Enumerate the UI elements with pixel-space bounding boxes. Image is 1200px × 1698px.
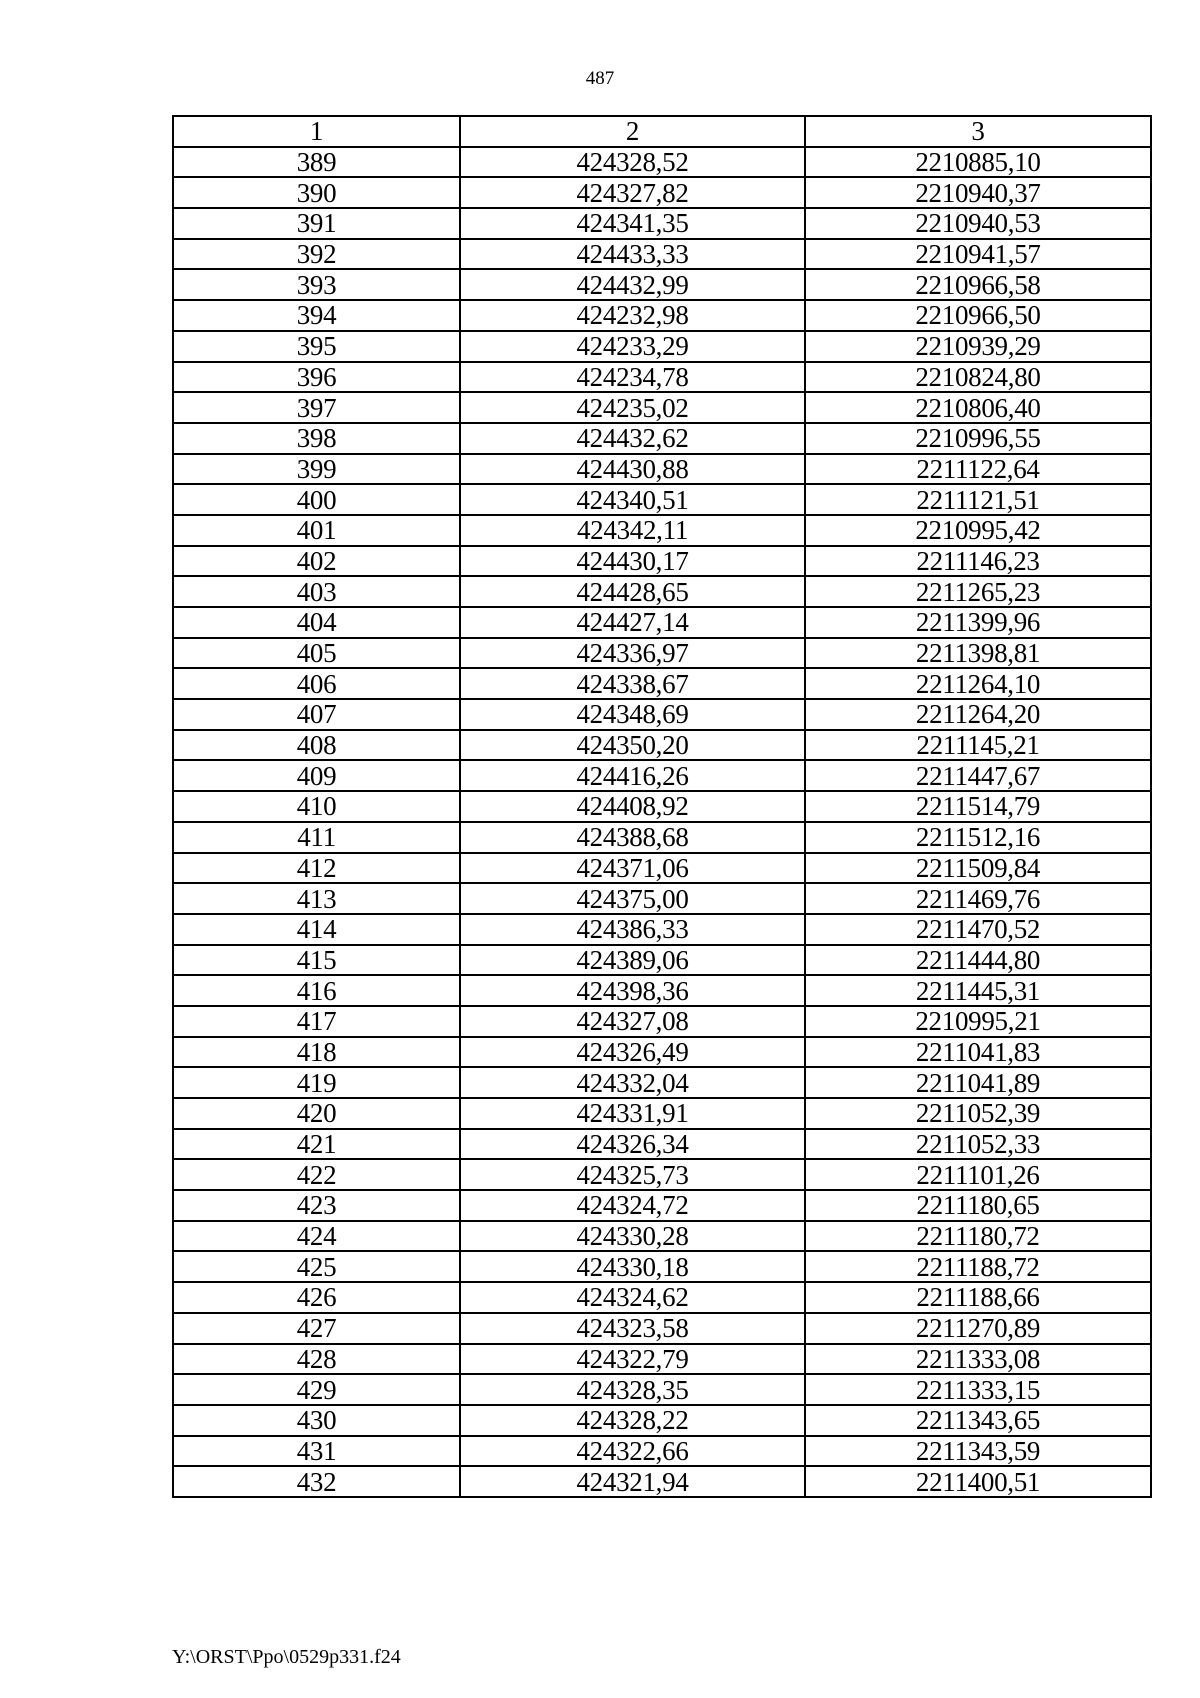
point-number-cell: 391 <box>173 208 460 239</box>
point-number-cell: 411 <box>173 822 460 853</box>
y-coordinate-cell: 2211445,31 <box>805 975 1151 1006</box>
y-coordinate-cell: 2211343,65 <box>805 1405 1151 1436</box>
y-coordinate-cell: 2211399,96 <box>805 607 1151 638</box>
x-coordinate-cell: 424328,52 <box>460 147 805 178</box>
point-number-cell: 413 <box>173 883 460 914</box>
table-row <box>173 1006 1151 1037</box>
y-coordinate-cell: 2211041,89 <box>805 1067 1151 1098</box>
point-number-cell: 404 <box>173 607 460 638</box>
y-coordinate-cell: 2211264,20 <box>805 699 1151 730</box>
x-coordinate-cell: 424327,08 <box>460 1006 805 1037</box>
y-coordinate-cell: 2211333,08 <box>805 1344 1151 1375</box>
table-row <box>173 1374 1151 1405</box>
point-number-cell: 402 <box>173 546 460 577</box>
table-row <box>173 1221 1151 1252</box>
x-coordinate-cell: 424326,34 <box>460 1129 805 1160</box>
table-row <box>173 576 1151 607</box>
table-row <box>173 1067 1151 1098</box>
y-coordinate-cell: 2211469,76 <box>805 883 1151 914</box>
y-coordinate-cell: 2211041,83 <box>805 1037 1151 1068</box>
x-coordinate-cell: 424330,28 <box>460 1221 805 1252</box>
point-number-cell: 415 <box>173 945 460 976</box>
y-coordinate-cell: 2211121,51 <box>805 484 1151 515</box>
table-row <box>173 822 1151 853</box>
x-coordinate-cell: 424388,68 <box>460 822 805 853</box>
table-row <box>173 239 1151 270</box>
x-coordinate-cell: 424331,91 <box>460 1098 805 1129</box>
y-coordinate-cell: 2210941,57 <box>805 239 1151 270</box>
table-row <box>173 638 1151 669</box>
x-coordinate-cell: 424408,92 <box>460 791 805 822</box>
y-coordinate-cell: 2211447,67 <box>805 760 1151 791</box>
x-coordinate-cell: 424341,35 <box>460 208 805 239</box>
point-number-cell: 394 <box>173 300 460 331</box>
point-number-cell: 427 <box>173 1313 460 1344</box>
table-row <box>173 362 1151 393</box>
point-number-cell: 432 <box>173 1466 460 1497</box>
y-coordinate-cell: 2211509,84 <box>805 853 1151 884</box>
point-number-cell: 421 <box>173 1129 460 1160</box>
point-number-cell: 431 <box>173 1436 460 1467</box>
y-coordinate-cell: 2211101,26 <box>805 1159 1151 1190</box>
point-number-cell: 401 <box>173 515 460 546</box>
x-coordinate-cell: 424427,14 <box>460 607 805 638</box>
table-row <box>173 668 1151 699</box>
x-coordinate-cell: 424328,35 <box>460 1374 805 1405</box>
point-number-cell: 409 <box>173 760 460 791</box>
x-coordinate-cell: 424416,26 <box>460 760 805 791</box>
table-row <box>173 853 1151 884</box>
y-coordinate-cell: 2210995,21 <box>805 1006 1151 1037</box>
x-coordinate-cell: 424432,62 <box>460 423 805 454</box>
x-coordinate-cell: 424340,51 <box>460 484 805 515</box>
table-row <box>173 423 1151 454</box>
table-row <box>173 269 1151 300</box>
column-header-3: 3 <box>805 116 1151 147</box>
point-number-cell: 400 <box>173 484 460 515</box>
coordinates-table <box>172 115 1152 1498</box>
table-row <box>173 791 1151 822</box>
point-number-cell: 395 <box>173 331 460 362</box>
y-coordinate-cell: 2211343,59 <box>805 1436 1151 1467</box>
point-number-cell: 429 <box>173 1374 460 1405</box>
x-coordinate-cell: 424233,29 <box>460 331 805 362</box>
point-number-cell: 407 <box>173 699 460 730</box>
point-number-cell: 398 <box>173 423 460 454</box>
point-number-cell: 425 <box>173 1251 460 1282</box>
point-number-cell: 430 <box>173 1405 460 1436</box>
y-coordinate-cell: 2210940,37 <box>805 177 1151 208</box>
y-coordinate-cell: 2210824,80 <box>805 362 1151 393</box>
point-number-cell: 424 <box>173 1221 460 1252</box>
x-coordinate-cell: 424350,20 <box>460 730 805 761</box>
x-coordinate-cell: 424330,18 <box>460 1251 805 1282</box>
y-coordinate-cell: 2211512,16 <box>805 822 1151 853</box>
table-row <box>173 392 1151 423</box>
x-coordinate-cell: 424326,49 <box>460 1037 805 1068</box>
table-row <box>173 454 1151 485</box>
x-coordinate-cell: 424322,66 <box>460 1436 805 1467</box>
x-coordinate-cell: 424234,78 <box>460 362 805 393</box>
table-row <box>173 300 1151 331</box>
point-number-cell: 412 <box>173 853 460 884</box>
x-coordinate-cell: 424324,72 <box>460 1190 805 1221</box>
y-coordinate-cell: 2210939,29 <box>805 331 1151 362</box>
page-number: 487 <box>585 68 615 89</box>
x-coordinate-cell: 424321,94 <box>460 1466 805 1497</box>
table-row <box>173 1098 1151 1129</box>
table-row <box>173 515 1151 546</box>
point-number-cell: 408 <box>173 730 460 761</box>
y-coordinate-cell: 2211145,21 <box>805 730 1151 761</box>
x-coordinate-cell: 424332,04 <box>460 1067 805 1098</box>
y-coordinate-cell: 2211264,10 <box>805 668 1151 699</box>
table-row <box>173 699 1151 730</box>
x-coordinate-cell: 424336,97 <box>460 638 805 669</box>
point-number-cell: 392 <box>173 239 460 270</box>
y-coordinate-cell: 2210966,58 <box>805 269 1151 300</box>
x-coordinate-cell: 424342,11 <box>460 515 805 546</box>
file-path-footer: Y:\ORST\Ppo\0529p331.f24 <box>172 1646 401 1668</box>
point-number-cell: 399 <box>173 454 460 485</box>
x-coordinate-cell: 424398,36 <box>460 975 805 1006</box>
y-coordinate-cell: 2210996,55 <box>805 423 1151 454</box>
point-number-cell: 417 <box>173 1006 460 1037</box>
table-row <box>173 331 1151 362</box>
x-coordinate-cell: 424327,82 <box>460 177 805 208</box>
table-row <box>173 945 1151 976</box>
y-coordinate-cell: 2211180,72 <box>805 1221 1151 1252</box>
y-coordinate-cell: 2210966,50 <box>805 300 1151 331</box>
y-coordinate-cell: 2211514,79 <box>805 791 1151 822</box>
table-row <box>173 1037 1151 1068</box>
y-coordinate-cell: 2210995,42 <box>805 515 1151 546</box>
x-coordinate-cell: 424389,06 <box>460 945 805 976</box>
point-number-cell: 397 <box>173 392 460 423</box>
x-coordinate-cell: 424386,33 <box>460 914 805 945</box>
point-number-cell: 423 <box>173 1190 460 1221</box>
table-row <box>173 147 1151 178</box>
table-row <box>173 1129 1151 1160</box>
point-number-cell: 393 <box>173 269 460 300</box>
x-coordinate-cell: 424432,99 <box>460 269 805 300</box>
x-coordinate-cell: 424371,06 <box>460 853 805 884</box>
point-number-cell: 416 <box>173 975 460 1006</box>
table-row <box>173 177 1151 208</box>
point-number-cell: 422 <box>173 1159 460 1190</box>
table-row <box>173 546 1151 577</box>
y-coordinate-cell: 2211052,33 <box>805 1129 1151 1160</box>
point-number-cell: 426 <box>173 1282 460 1313</box>
y-coordinate-cell: 2211270,89 <box>805 1313 1151 1344</box>
x-coordinate-cell: 424430,88 <box>460 454 805 485</box>
table-header <box>173 116 1151 147</box>
y-coordinate-cell: 2211122,64 <box>805 454 1151 485</box>
table-body <box>173 147 1151 1497</box>
point-number-cell: 419 <box>173 1067 460 1098</box>
x-coordinate-cell: 424322,79 <box>460 1344 805 1375</box>
x-coordinate-cell: 424235,02 <box>460 392 805 423</box>
y-coordinate-cell: 2211470,52 <box>805 914 1151 945</box>
x-coordinate-cell: 424348,69 <box>460 699 805 730</box>
table-row <box>173 484 1151 515</box>
table-row <box>173 760 1151 791</box>
x-coordinate-cell: 424325,73 <box>460 1159 805 1190</box>
x-coordinate-cell: 424338,67 <box>460 668 805 699</box>
point-number-cell: 390 <box>173 177 460 208</box>
table-row <box>173 975 1151 1006</box>
table-row <box>173 1190 1151 1221</box>
table-row <box>173 208 1151 239</box>
point-number-cell: 428 <box>173 1344 460 1375</box>
point-number-cell: 410 <box>173 791 460 822</box>
point-number-cell: 396 <box>173 362 460 393</box>
y-coordinate-cell: 2211398,81 <box>805 638 1151 669</box>
y-coordinate-cell: 2211400,51 <box>805 1466 1151 1497</box>
table-row <box>173 914 1151 945</box>
point-number-cell: 418 <box>173 1037 460 1068</box>
y-coordinate-cell: 2211052,39 <box>805 1098 1151 1129</box>
header-row <box>173 116 1151 147</box>
y-coordinate-cell: 2211146,23 <box>805 546 1151 577</box>
table-row <box>173 1344 1151 1375</box>
table-row <box>173 607 1151 638</box>
table-row <box>173 1466 1151 1497</box>
column-header-1: 1 <box>173 116 460 147</box>
table-row <box>173 1282 1151 1313</box>
table-row <box>173 730 1151 761</box>
table-row <box>173 1436 1151 1467</box>
y-coordinate-cell: 2210806,40 <box>805 392 1151 423</box>
y-coordinate-cell: 2211444,80 <box>805 945 1151 976</box>
y-coordinate-cell: 2211188,72 <box>805 1251 1151 1282</box>
y-coordinate-cell: 2211333,15 <box>805 1374 1151 1405</box>
x-coordinate-cell: 424232,98 <box>460 300 805 331</box>
point-number-cell: 389 <box>173 147 460 178</box>
y-coordinate-cell: 2211180,65 <box>805 1190 1151 1221</box>
x-coordinate-cell: 424430,17 <box>460 546 805 577</box>
point-number-cell: 406 <box>173 668 460 699</box>
point-number-cell: 403 <box>173 576 460 607</box>
point-number-cell: 414 <box>173 914 460 945</box>
y-coordinate-cell: 2211265,23 <box>805 576 1151 607</box>
point-number-cell: 405 <box>173 638 460 669</box>
y-coordinate-cell: 2211188,66 <box>805 1282 1151 1313</box>
table-row <box>173 883 1151 914</box>
column-header-2: 2 <box>460 116 805 147</box>
table-row <box>173 1405 1151 1436</box>
table-row <box>173 1313 1151 1344</box>
x-coordinate-cell: 424375,00 <box>460 883 805 914</box>
x-coordinate-cell: 424324,62 <box>460 1282 805 1313</box>
table-row <box>173 1159 1151 1190</box>
x-coordinate-cell: 424323,58 <box>460 1313 805 1344</box>
x-coordinate-cell: 424433,33 <box>460 239 805 270</box>
y-coordinate-cell: 2210885,10 <box>805 147 1151 178</box>
x-coordinate-cell: 424428,65 <box>460 576 805 607</box>
y-coordinate-cell: 2210940,53 <box>805 208 1151 239</box>
table-row <box>173 1251 1151 1282</box>
point-number-cell: 420 <box>173 1098 460 1129</box>
x-coordinate-cell: 424328,22 <box>460 1405 805 1436</box>
